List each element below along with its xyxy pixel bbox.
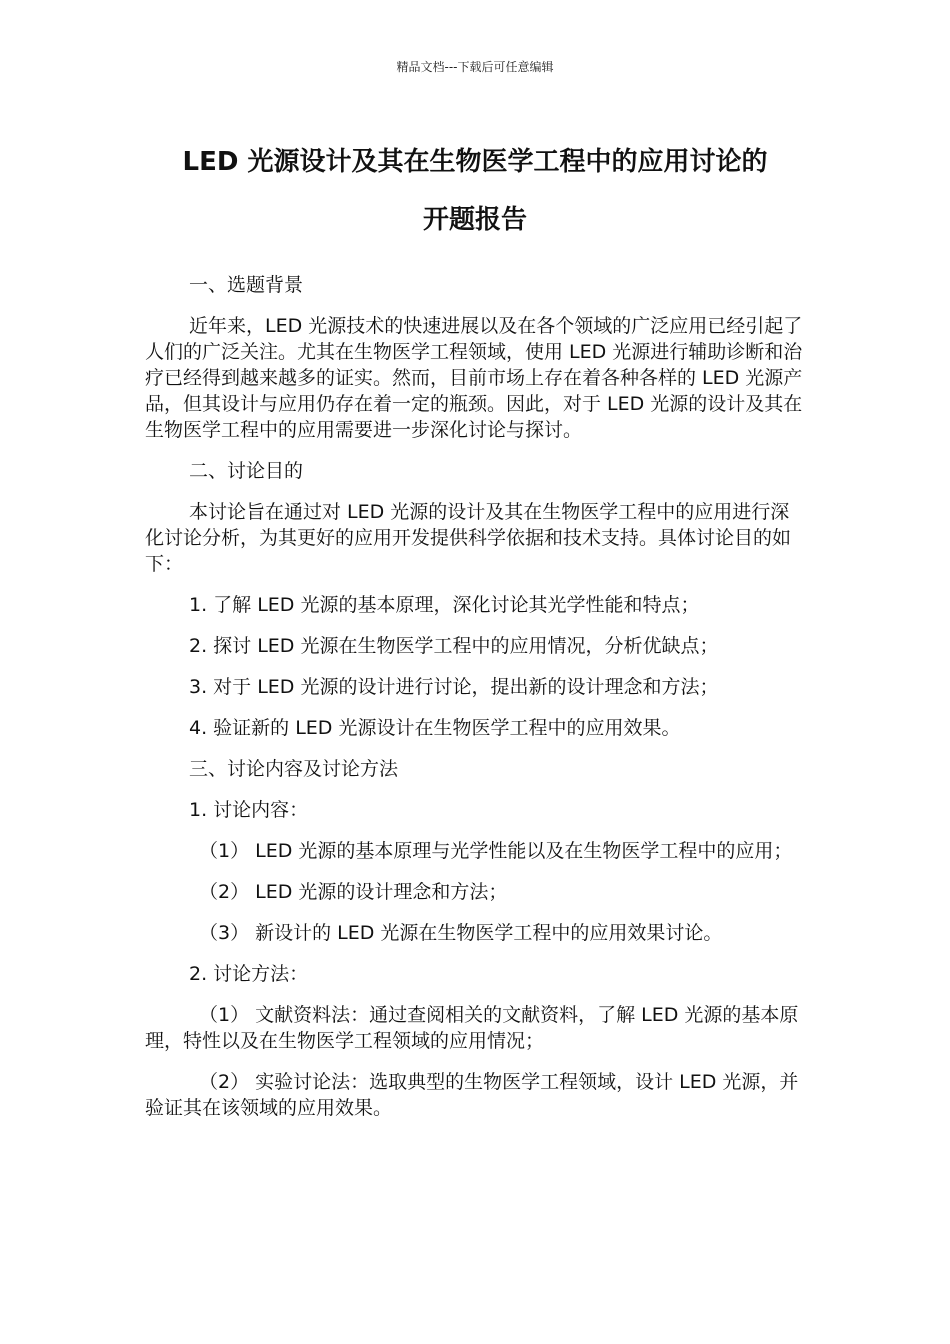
subheading-methods: 2. 讨论方法： [189,963,309,985]
goal-item: 3. 对于 LED 光源的设计进行讨论，提出新的设计理念和方法； [189,676,719,698]
paragraph-background: 近年来，LED 光源技术的快速进展以及在各个领域的广泛应用已经引起了人们的广泛关注。尤其在生物医学工程领域，使用 LED 光源进行辅助诊断和治疗已经得到越来越多的证实。然而，目前市场上存在着各种各样的 LED 光源产品，但其设计与应用仍存在着一定的瓶颈。因此，对于 LED 光源的设计及其在生物医学工程中的应用需要进一步深化讨论与探讨。 [145,315,803,441]
method-item: （2） 实验讨论法：选取典型的生物医学工程领域，设计 LED 光源，并验证其在该领域的应用效果。 [145,1071,799,1119]
title-line-2: 开题报告 [422,205,527,235]
header-note: 精品文档---下载后可任意编辑 [396,60,554,74]
title-line-1: LED 光源设计及其在生物医学工程中的应用讨论的 [182,147,768,177]
subheading-content: 1. 讨论内容： [189,799,309,821]
document-title [130,133,820,249]
paragraph-purpose: 本讨论旨在通过对 LED 光源的设计及其在生物医学工程中的应用进行深化讨论分析，为其更好的应用开发提供科学依据和技术支持。具体讨论目的如下： [145,501,792,575]
method-item: （1） 文献资料法：通过查阅相关的文献资料，了解 LED 光源的基本原理，特性以及在生物医学工程领域的应用情况； [145,1004,799,1052]
content-item: （2） LED 光源的设计理念和方法； [199,881,508,903]
content-item: （3） 新设计的 LED 光源在生物医学工程中的应用效果讨论。 [199,922,723,944]
content-item: （1） LED 光源的基本原理与光学性能以及在生物医学工程中的应用； [199,840,793,862]
goal-item: 2. 探讨 LED 光源在生物医学工程中的应用情况，分析优缺点； [189,635,719,657]
section-heading-purpose: 二、讨论目的 [189,460,304,482]
document-body [145,272,805,1121]
section-heading-background: 一、选题背景 [189,274,304,296]
goal-item: 1. 了解 LED 光源的基本原理，深化讨论其光学性能和特点； [189,594,700,616]
section-heading-content-methods: 三、讨论内容及讨论方法 [189,758,399,780]
goal-item: 4. 验证新的 LED 光源设计在生物医学工程中的应用效果。 [189,717,681,739]
